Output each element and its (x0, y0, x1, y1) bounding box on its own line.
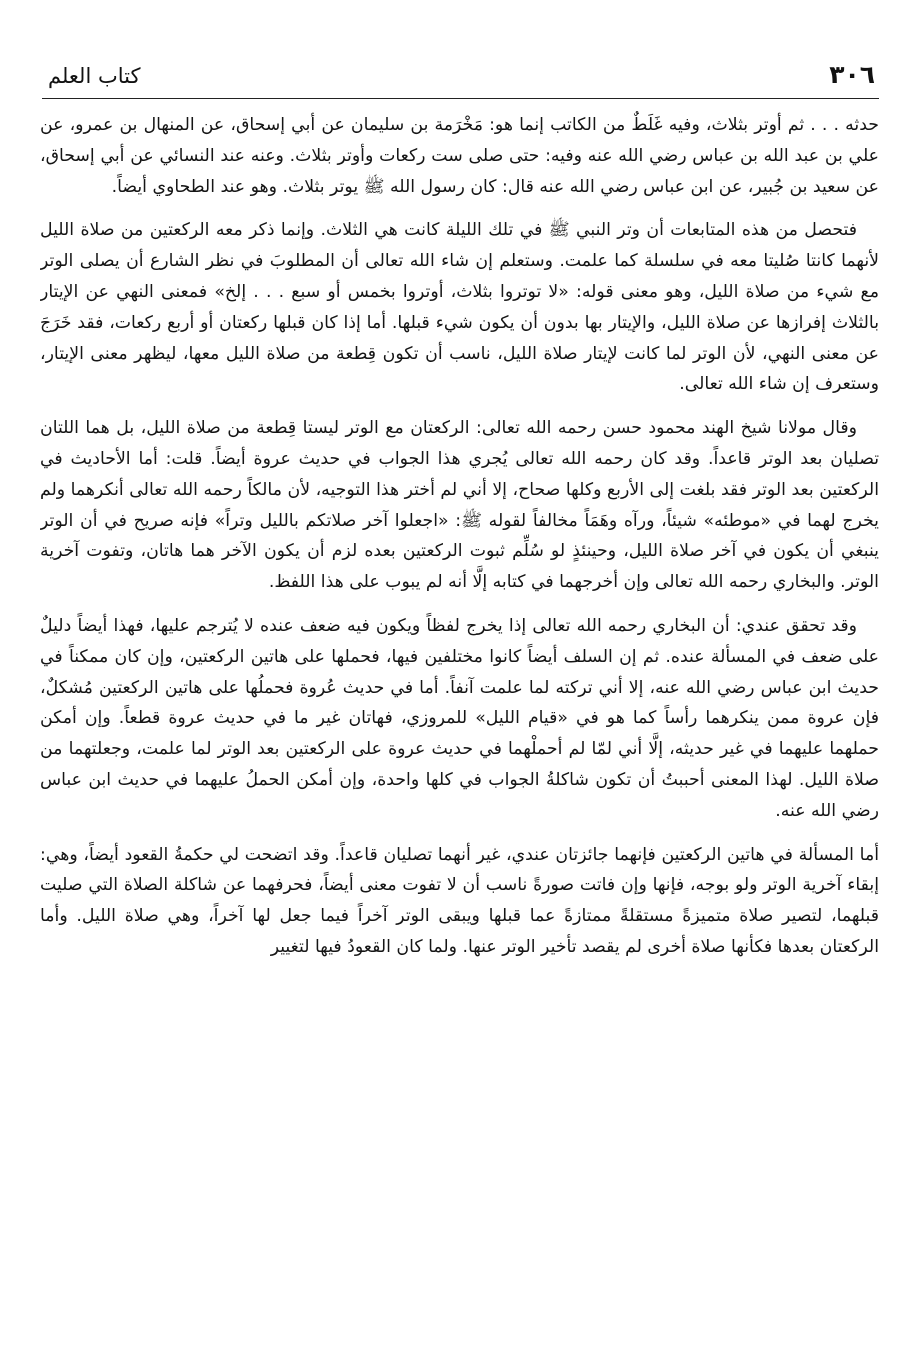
paragraph-2: فتحصل من هذه المتابعات أن وتر النبي ﷺ في تلك الليلة كانت هي الثلاث. وإنما ذكر معه الركعتين من صلاة الليل لأنهما كانتا صُليتا معه في سلسلة كما علمت. وستعلم إن شاء الله تعالى أن المطلوبَ في نظر الشارع أن يصلى الوتر مع شيء من صلاة الليل، وهو معنى قوله: «لا توتروا بثلاث، أوتروا بخمس أو سبع . . . إلخ» فمعنى النهي عن الإيتار بالثلاث إفرازها عن صلاة الليل، والإيتار بها بدون أن يكون شيء قبلها. أما إذا كان قبلها ركعتان أو أربع ركعات، فقد خَرَجَ عن معنى النهي، لأن الوتر لما كانت لإيتار صلاة الليل، ناسب أن تكون قِطعة من صلاة الليل معها، ليظهر معنى الإيتار، وستعرف إن شاء الله تعالى. (40, 220, 879, 395)
paragraph-3: وقال مولانا شيخ الهند محمود حسن رحمه الله تعالى: الركعتان مع الوتر ليستا قِطعة من صلاة الليل، بل هما اللتان تصليان بعد الوتر قاعداً. وقد كان رحمه الله تعالى يُجري هذا الجواب في حديث عروة أيضاً. قلت: أما الأحاديث في الركعتين بعد الوتر فقد بلغت إلى الأربع وكلها صحاح، إلا أني لم أختر هذا التوجيه، لأن مالكاً رحمه الله تعالى أنكرهما ولم يخرج لهما في «موطئه» شيئاً، ورآه وهَمَاً مخالفاً لقوله ﷺ: «اجعلوا آخر صلاتكم بالليل وتراً» فإنه صريح في أن الوتر ينبغي أن يكون في آخر صلاة الليل، وحينئذٍ لو سُلِّم ثبوت الركعتين بعده لزم أن يكون الآخر هما هاتان، وتفوت آخرية الوتر. والبخاري رحمه الله تعالى وإن أخرجهما في كتابه إلَّا أنه لم يبوب على هذا اللفظ. (40, 418, 879, 593)
paragraph-1: حدثه . . . ثم أوتر بثلاث، وفيه غَلَطٌ من الكاتب إنما هو: مَخْرَمة بن سليمان عن أبي إسحاق، عن المنهال بن عمرو، عن علي بن عبد الله بن عباس رضي الله عنه وفيه: حتى صلى ست ركعات وأوتر بثلاث. وعنه عند النسائي عن أبي إسحاق، عن سعيد بن جُبير، عن ابن عباس رضي الله عنه قال: كان رسول الله ﷺ يوتر بثلاث. وهو عند الطحاوي أيضاً. (40, 115, 879, 197)
page-header (42, 56, 879, 99)
page-body (40, 110, 879, 1361)
paragraph-4: وقد تحقق عندي: أن البخاري رحمه الله تعالى إذا يخرج لفظاً ويكون فيه ضعف عنده لا يُترجم عليها، فهذا أيضاً دليلٌ على ضعف في المسألة عنده. ثم إن السلف أيضاً كانوا مختلفين فيها، فحملها على هاتين الركعتين، وإن كان ممكناً في حديث ابن عباس رضي الله عنه، إلا أني تركته لما علمت آنفاً. أما في حديث عُروة فحملُها على هاتين الركعتين مُشكلٌ، فإن عروة ممن ينكرهما رأساً كما هو في «قيام الليل» للمروزي، فهاتان غير ما في حديث عروة قطعاً. وإن أمكن حملهما عليهما في غير حديثه، إلَّا أني لمّا لم أحملْهما في حديث عروة على الركعتين بعد الوتر لما علمت، وجعلتهما من صلاة الليل. لهذا المعنى أحببتُ أن تكون شاكلةُ الجواب في كلها واحدة، وإن أمكن الحملُ عليهما في حديث ابن عباس رضي الله عنه. (40, 615, 879, 821)
running-title: كتاب العلم (48, 64, 141, 88)
page-number: ٣٠٦ (829, 60, 875, 89)
paragraph-5: أما المسألة في هاتين الركعتين فإنهما جائزتان عندي، غير أنهما تصليان قاعداً. وقد اتضحت لي حكمةُ القعود أيضاً، وهي: إبقاء آخرية الوتر ولو بوجه، فإنها وإن فاتت صورةً ناسب أن لا تفوت معنى أيضاً، فحرفهما عن شاكلة الصلاة التي صليت قبلهما، لتصير صلاة متميزةً مستقلةً ممتازةً عما قبلها ويبقى الوتر آخراً فيما جعل لها آخراً، وهي صلاة الليل. وأما الركعتان بعدها فكأنها صلاة أخرى لم يقصد تأخير الوتر عنها. ولما كان القعودُ فيها لتغيير (40, 844, 879, 957)
